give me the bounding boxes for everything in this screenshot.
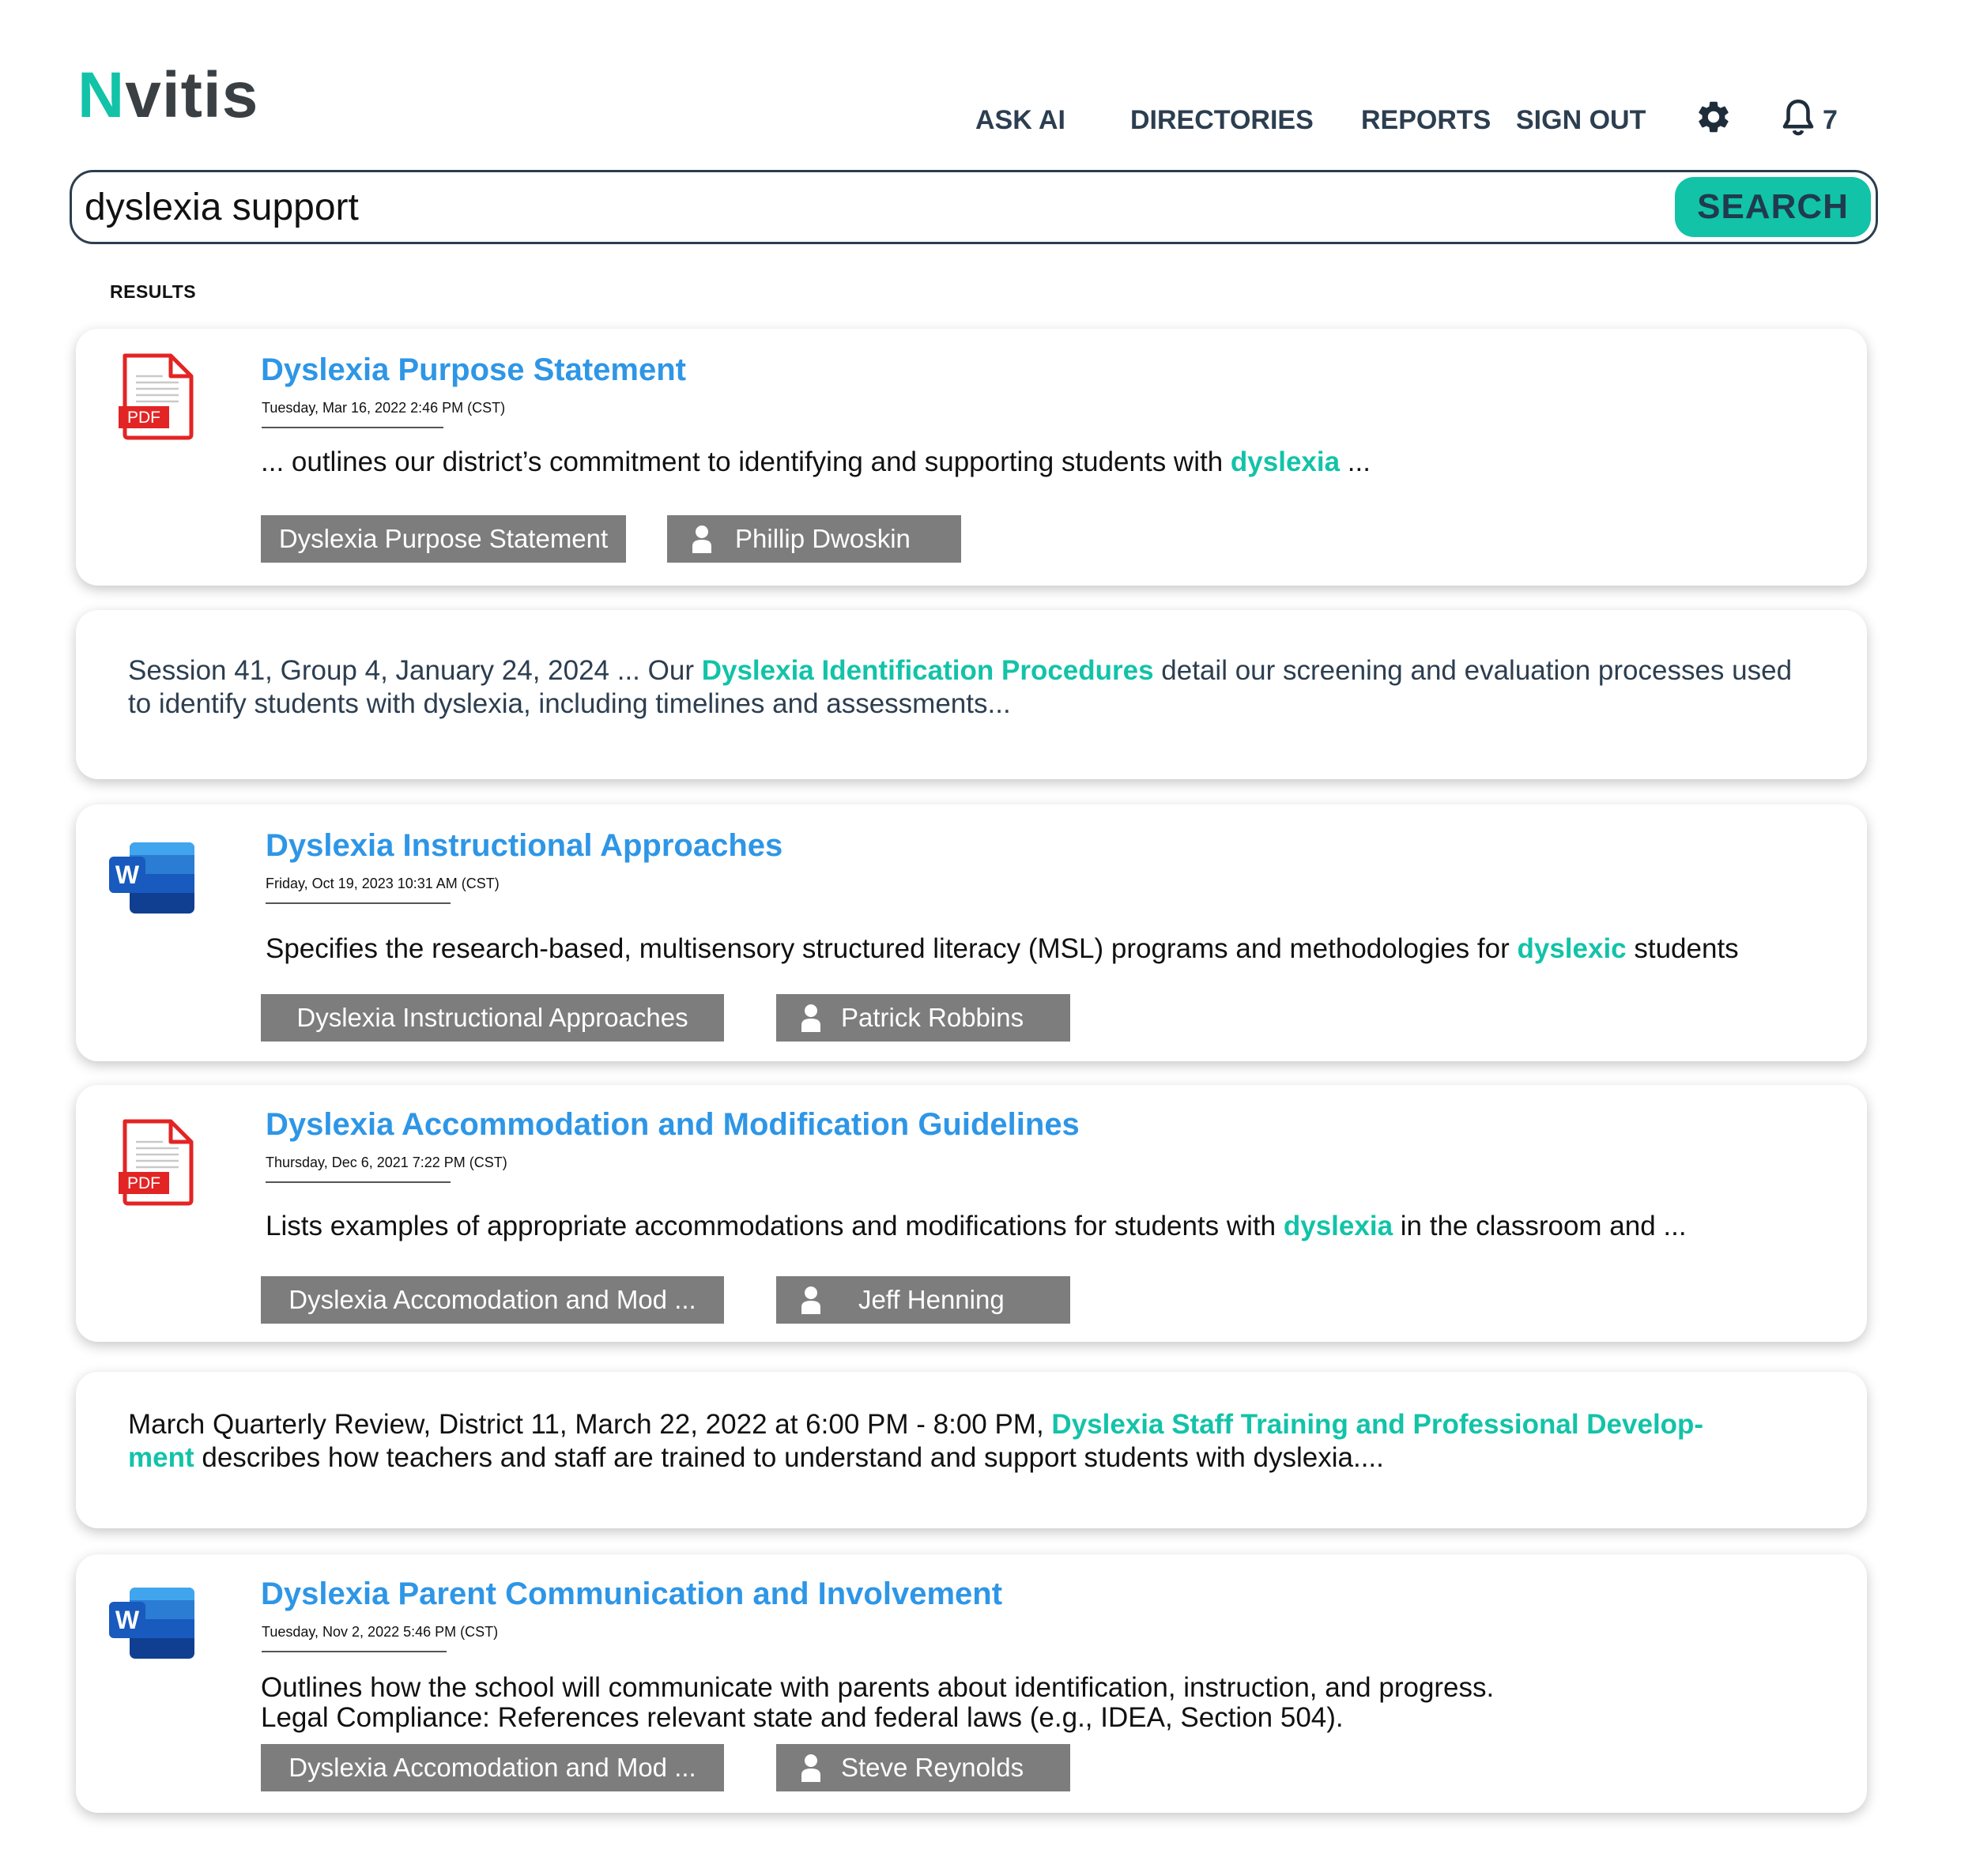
word-icon-label: W: [115, 1606, 140, 1634]
snippet-highlight: dyslexia: [1283, 1211, 1393, 1241]
author-name: Phillip Dwoskin: [735, 524, 911, 553]
nav-sign-out[interactable]: SIGN OUT: [1516, 105, 1646, 135]
snippet-text-end: in the classroom and ...: [1393, 1211, 1687, 1241]
session-text-end: detail our screening and evaluation processes used: [1153, 655, 1793, 686]
result-card-3: [76, 1085, 1867, 1342]
gear-icon[interactable]: [1695, 98, 1733, 136]
snippet-highlight: dyslexia: [1230, 446, 1341, 477]
pdf-icon-label: PDF: [127, 409, 160, 427]
date-divider: [262, 1651, 447, 1652]
date-divider: [262, 427, 443, 428]
session-snippet: [128, 1408, 1835, 1475]
author-name: Steve Reynolds: [841, 1753, 1024, 1782]
session-text-start: March Quarterly Review, District 11, March 22, 2022 at 6:00 PM - 8:00 PM,: [128, 1409, 1052, 1440]
snippet-text: Specifies the research-based, multisensory structured literacy (MSL) programs and methodologies for: [266, 933, 1518, 964]
result-snippet: [261, 447, 1371, 477]
result-card-2: [76, 804, 1867, 1061]
top-nav: [0, 101, 1976, 139]
session-card-2[interactable]: [76, 1372, 1867, 1528]
session-card-1[interactable]: [76, 610, 1867, 779]
result-snippet: [266, 1211, 1687, 1241]
author-tag[interactable]: [776, 1744, 1070, 1791]
snippet-text: Lists examples of appropriate accommodations and modifications for students with: [266, 1211, 1284, 1241]
session-line-2: [128, 1441, 1835, 1475]
document-tag[interactable]: [261, 1276, 724, 1324]
search-bar: [70, 170, 1878, 244]
session-highlight[interactable]: Dyslexia Staff Training and Professional Develop-: [1051, 1409, 1704, 1440]
author-name: Jeff Henning: [858, 1285, 1005, 1314]
result-snippet: [266, 934, 1739, 964]
word-icon[interactable]: [98, 823, 215, 923]
result-date: Thursday, Dec 6, 2021 7:22 PM (CST): [266, 1155, 507, 1170]
result-snippet: [261, 1673, 1494, 1733]
nav-reports[interactable]: REPORTS: [1361, 105, 1491, 135]
logo-text: vitis: [125, 59, 259, 131]
session-line-1: [128, 1408, 1835, 1441]
author-tag[interactable]: [667, 515, 961, 563]
tag-label: Dyslexia Accomodation and Mod ...: [288, 1753, 696, 1782]
word-icon-label: W: [115, 861, 140, 889]
author-name: Patrick Robbins: [841, 1003, 1024, 1032]
snippet-line-1: Outlines how the school will communicate with parents about identification, instruction, and progress.: [261, 1672, 1495, 1703]
tag-label: Dyslexia Accomodation and Mod ...: [288, 1285, 696, 1314]
session-highlight[interactable]: Dyslexia Identification Procedures: [701, 655, 1154, 686]
nav-ask-ai[interactable]: ASK AI: [975, 105, 1065, 135]
result-date: Tuesday, Mar 16, 2022 2:46 PM (CST): [262, 400, 506, 416]
word-icon[interactable]: [98, 1569, 215, 1668]
session-text-end: describes how teachers and staff are trained to understand and support students with dyslexia....: [194, 1442, 1384, 1473]
tag-label: Dyslexia Instructional Approaches: [296, 1003, 688, 1032]
author-tag[interactable]: [776, 994, 1070, 1042]
person-icon: [800, 1004, 822, 1032]
snippet-text: ... outlines our district’s commitment to identifying and supporting students with: [261, 446, 1231, 477]
author-tag[interactable]: [776, 1276, 1070, 1324]
snippet-line-2: Legal Compliance: References relevant state and federal laws (e.g., IDEA, Section 504).: [261, 1702, 1344, 1733]
pdf-icon[interactable]: [119, 1118, 198, 1207]
document-tag[interactable]: [261, 515, 626, 563]
result-title[interactable]: Dyslexia Purpose Statement: [261, 352, 686, 387]
person-icon: [800, 1286, 822, 1314]
date-divider: [266, 1181, 451, 1183]
results-heading: RESULTS: [110, 281, 197, 302]
result-card-1: [76, 329, 1867, 586]
document-tag[interactable]: [261, 1744, 724, 1791]
person-icon: [800, 1754, 822, 1782]
pdf-icon-label: PDF: [127, 1174, 160, 1192]
search-input[interactable]: [83, 179, 1714, 235]
result-title[interactable]: Dyslexia Accommodation and Modification Guidelines: [266, 1107, 1080, 1142]
result-title[interactable]: Dyslexia Parent Communication and Involvement: [261, 1577, 1003, 1611]
date-divider: [266, 902, 451, 904]
snippet-highlight: dyslexic: [1517, 933, 1627, 964]
session-snippet: [128, 654, 1835, 721]
result-date: Tuesday, Nov 2, 2022 5:46 PM (CST): [262, 1624, 499, 1640]
nav-directories[interactable]: DIRECTORIES: [1130, 105, 1314, 135]
tag-label: Dyslexia Purpose Statement: [278, 524, 609, 553]
pdf-icon[interactable]: [119, 352, 198, 441]
notification-count: 7: [1823, 105, 1838, 135]
session-line-1: [128, 654, 1835, 687]
search-button[interactable]: SEARCH: [1675, 177, 1871, 237]
result-date: Friday, Oct 19, 2023 10:31 AM (CST): [266, 876, 500, 891]
snippet-text-end: ...: [1340, 446, 1371, 477]
session-text-start: Session 41, Group 4, January 24, 2024 ... Our: [128, 655, 702, 686]
result-card-4: [76, 1554, 1867, 1813]
snippet-text-end: students: [1626, 933, 1739, 964]
logo-initial: N: [77, 59, 126, 131]
session-line-2: to identify students with dyslexia, including timelines and assessments...: [128, 688, 1011, 719]
person-icon: [691, 525, 713, 553]
session-highlight-cont[interactable]: ment: [128, 1442, 194, 1473]
bell-icon[interactable]: [1778, 96, 1818, 139]
result-title[interactable]: Dyslexia Instructional Approaches: [266, 828, 783, 863]
document-tag[interactable]: [261, 994, 724, 1042]
